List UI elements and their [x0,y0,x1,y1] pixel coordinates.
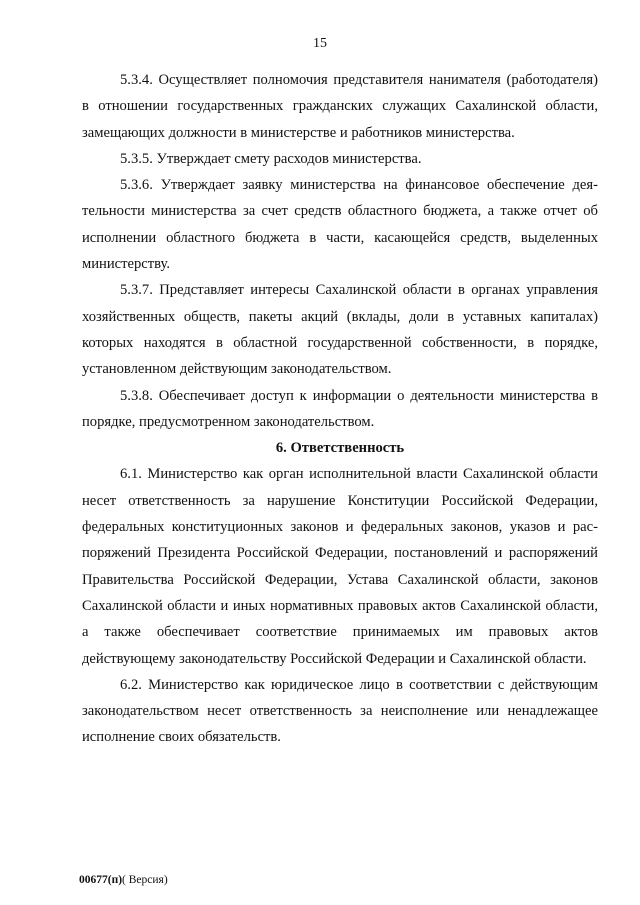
paragraph-5-3-8: 5.3.8. Обеспечивает доступ к информации о деятельности министерства в порядке, предусмотренном законодательством. [82,387,598,430]
paragraph-5-3-6: 5.3.6. Утверждает заявку министерства на финансовое обеспечение деятельности министерства за счет средств областного бюджета, а также отчет об исполнении областного бюджета в части, касающейся средств, выделенных министерству. [82,177,598,273]
paragraph-6-1: 6.1. Министерство как орган исполнительной власти Сахалинской области несет ответственность за нарушение Конституции Российской Федерации, федеральных конституционных законов и федеральных законов, указов и распоряжений Президента Российской Федерации, постановлений и распоряжений Правительства Российской Федерации, Устава Сахалинской области, законов Сахалинской области и иных нормативных правовых актов Сахалинской области, а также обеспечивает соответствие принимаемых им правовых актов действующему законодательству Российской Федерации и Сахалинской области. [82,466,598,667]
paragraph-5-3-4: 5.3.4. Осуществляет полномочия представителя нанимателя (работодателя) в отношении государственных гражданских служащих Сахалинской области, замещающих должности в министерстве и работников министерства. [82,72,598,141]
page-number: 15 [313,36,327,51]
paragraph-5-3-7: 5.3.7. Представляет интересы Сахалинской области в органах управления хозяйственных обществ, пакеты акций (вклады, доли в уставных капиталах) которых находятся в областной государственной собственности, в порядке, установленном действующим законодательством. [82,282,598,378]
paragraph-5-3-5: 5.3.5. Утверждает смету расходов министерства. [120,150,422,167]
paragraph-6-2: 6.2. Министерство как юридическое лицо в соответствии с действующим законодательством несет ответственность за неисполнение или ненадлежащее исполнение своих обязательств. [82,676,598,746]
document-code: 00677(п) [79,874,123,886]
document-footer [79,873,168,887]
document-body [82,67,598,751]
document-version: ( Версия) [122,874,168,886]
section-heading-6: 6. Ответственность [275,440,405,457]
